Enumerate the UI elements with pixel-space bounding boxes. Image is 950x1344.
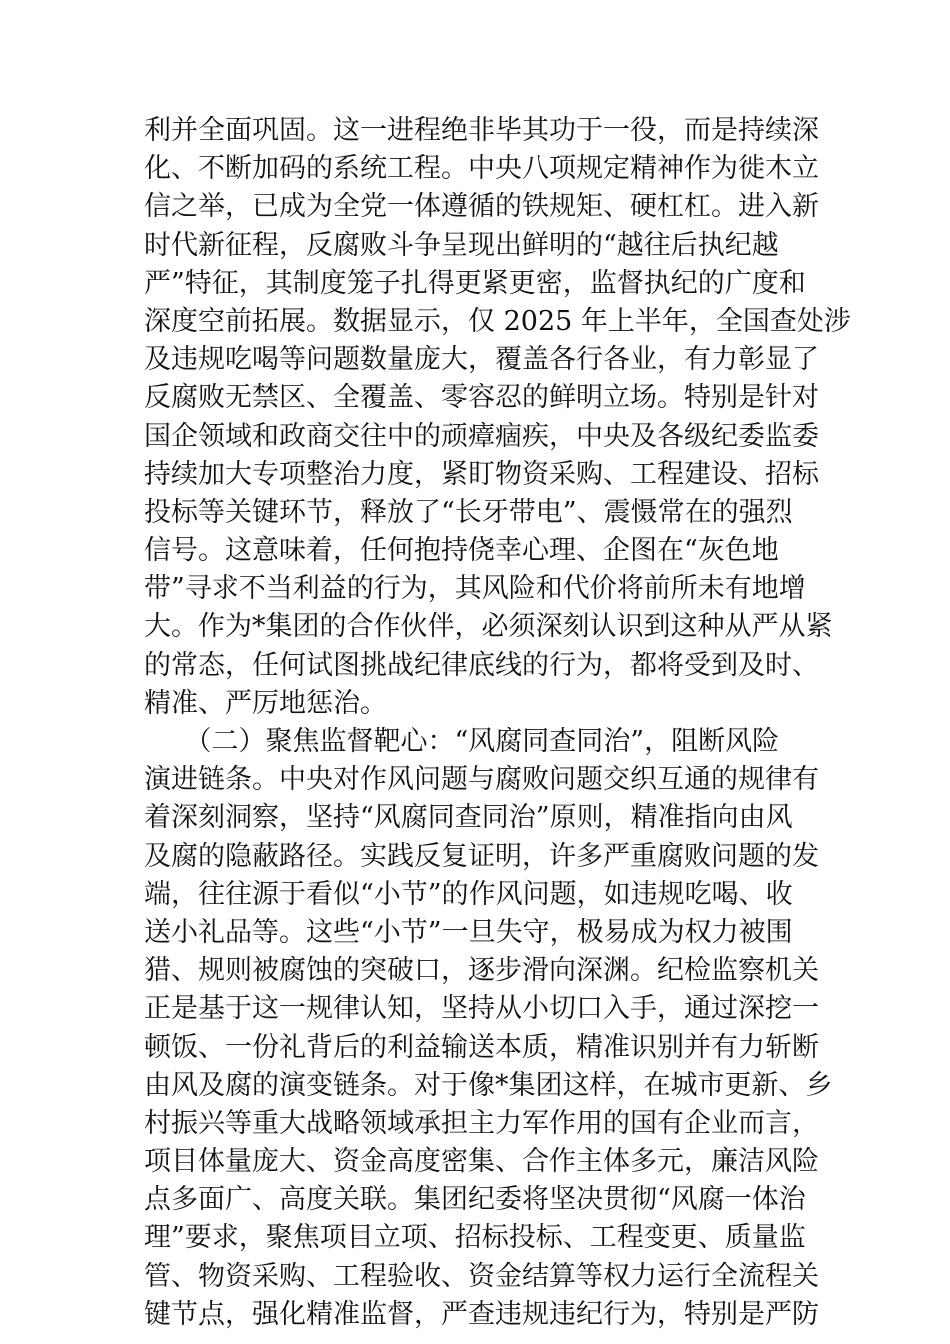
document-page (144, 112, 851, 1334)
text-line: 点多面广、高度关联。集团纪委将坚决贯彻“风腐一体治 (144, 1184, 806, 1216)
text-line: 大。作为*集团的合作伙伴，必须深刻认识到这种从严从紧 (144, 611, 833, 643)
text-line: 键节点，强化精准监督，严查违规违纪行为，特别是严防 (144, 1298, 819, 1330)
text-line: 管、物资采购、工程验收、资金结算等权力运行全流程关 (144, 1260, 819, 1292)
text-line: 送小礼品等。这些“小节”一旦失守，极易成为权力被围 (144, 916, 793, 948)
section-heading-line: （二）聚焦监督靶心：“风腐同查同治”，阻断风险 (144, 726, 780, 757)
text-line: 利并全面巩固。这一进程绝非毕其功于一役，而是持续深 (144, 115, 819, 146)
text-line: 猎、规则被腐蚀的突破口，逐步滑向深渊。纪检监察机关 (144, 955, 819, 987)
text-line: 严”特征，其制度笼子扎得更紧更密，监督执纪的广度和 (144, 267, 806, 299)
text-line: 信之举，已成为全党一体遵循的铁规矩、硬杠杠。进入新 (144, 191, 819, 223)
text-line: 精准、严厉地惩治。 (144, 687, 387, 719)
text-line: 及违规吃喝等问题数量庞大，覆盖各行各业，有力彰显了 (144, 344, 819, 376)
text-line: 带”寻求不当利益的行为，其风险和代价将前所未有地增 (144, 573, 806, 605)
text-line: 演进链条。中央对作风问题与腐败问题交织互通的规律有 (144, 764, 819, 796)
text-line: 时代新征程，反腐败斗争呈现出鲜明的“越往后执纪越 (144, 229, 779, 261)
text-line: 反腐败无禁区、全覆盖、零容忍的鲜明立场。特别是针对 (144, 382, 819, 414)
text-line: 信号。这意味着，任何抱持侥幸心理、企图在“灰色地 (144, 535, 779, 567)
text-line: 的常态，任何试图挑战纪律底线的行为，都将受到及时、 (144, 649, 819, 681)
text-line: 着深刻洞察，坚持“风腐同查同治”原则，精准指向由风 (144, 802, 793, 834)
text-line: 深度空前拓展。数据显示，仅 2025 年上半年，全国查处涉 (144, 305, 851, 337)
text-line: 持续加大专项整治力度，紧盯物资采购、工程建设、招标 (144, 458, 819, 490)
text-line: 理”要求，聚焦项目立项、招标投标、工程变更、质量监 (144, 1222, 806, 1254)
text-line: 投标等关键环节，释放了“长牙带电”、震慑常在的强烈 (144, 496, 793, 528)
text-line: 村振兴等重大战略领域承担主力军作用的国有企业而言， (144, 1107, 819, 1139)
text-line: 正是基于这一规律认知，坚持从小切口入手，通过深挖一 (144, 993, 819, 1025)
text-line: 项目体量庞大、资金高度密集、合作主体多元，廉洁风险 (144, 1146, 819, 1178)
text-line: 及腐的隐蔽路径。实践反复证明，许多严重腐败问题的发 (144, 840, 819, 872)
text-line: 国企领域和政商交往中的顽瘴痼疾，中央及各级纪委监委 (144, 420, 819, 452)
text-line: 端，往往源于看似“小节”的作风问题，如违规吃喝、收 (144, 878, 793, 910)
text-line: 由风及腐的演变链条。对于像*集团这样，在城市更新、乡 (144, 1069, 833, 1101)
text-line: 顿饭、一份礼背后的利益输送本质，精准识别并有力斩断 (144, 1031, 819, 1063)
text-line: 化、不断加码的系统工程。中央八项规定精神作为徙木立 (144, 153, 819, 185)
